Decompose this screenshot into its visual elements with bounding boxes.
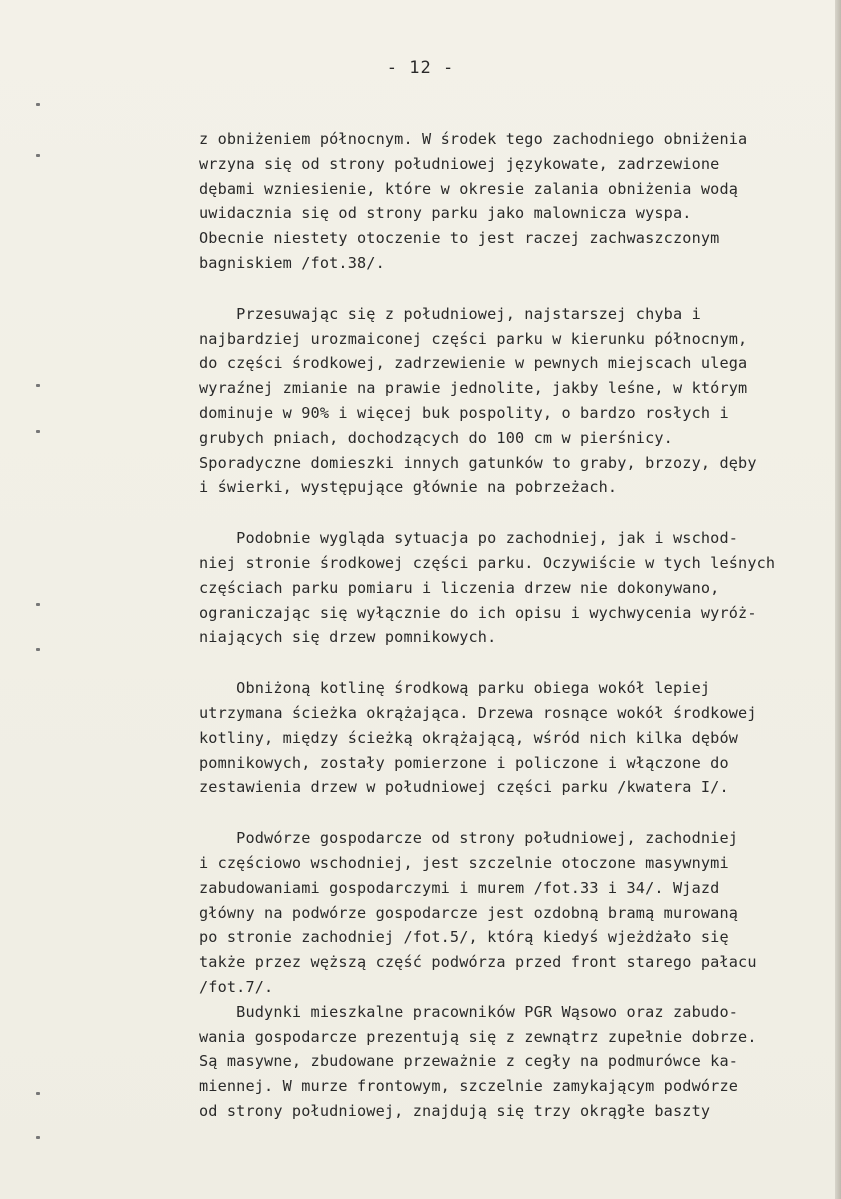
paragraph bbox=[199, 526, 829, 650]
punch-mark bbox=[36, 103, 40, 106]
text-line: z obniżeniem północnym. W środek tego zachodniego obniżenia bbox=[199, 130, 748, 148]
punch-mark bbox=[36, 1092, 40, 1095]
text-line: wyraźnej zmianie na prawie jednolite, jakby leśne, w którym bbox=[199, 379, 748, 398]
text-line: zestawienia drzew w południowej części parku /kwatera I/. bbox=[199, 778, 729, 797]
text-line: Obniżoną kotlinę środkową parku obiega wokół lepiej bbox=[199, 679, 711, 698]
text-line: Obecnie niestety otoczenie to jest raczej zachwaszczonym bbox=[199, 229, 720, 248]
paragraph-gap bbox=[199, 800, 829, 826]
text-line: pomnikowych, zostały pomierzone i policzone i włączone do bbox=[199, 753, 729, 772]
text-line: od strony południowej, znajdują się trzy okrągłe baszty bbox=[199, 1101, 711, 1120]
punch-mark bbox=[36, 1136, 40, 1139]
page-number: - 12 - bbox=[386, 58, 455, 78]
text-line: najbardziej urozmaiconej części parku w kierunku północnym, bbox=[199, 329, 748, 348]
text-line: Przesuwając się z południowej, najstarszej chyba i bbox=[199, 304, 701, 323]
text-line: ograniczając się wyłącznie do ich opisu i wychwycenia wyróż- bbox=[199, 603, 757, 622]
text-line: częściach parku pomiaru i liczenia drzew nie dokonywano, bbox=[199, 578, 720, 597]
text-line: niej stronie środkowej części parku. Oczywiście w tych leśnych bbox=[199, 553, 776, 572]
text-line: kotliny, między ścieżką okrążającą, wśród nich kilka dębów bbox=[199, 728, 739, 747]
text-line: /fot.7/. bbox=[199, 977, 274, 996]
paragraph bbox=[199, 127, 829, 276]
text-line: i świerki, występujące głównie na pobrzeżach. bbox=[199, 478, 618, 497]
text-line: Budynki mieszkalne pracowników PGR Wąsowo oraz zabudo- bbox=[199, 1002, 739, 1021]
text-line: wrzyna się od strony południowej językowate, zadrzewione bbox=[199, 154, 720, 173]
paragraph-gap bbox=[199, 500, 829, 526]
text-line: niających się drzew pomnikowych. bbox=[199, 628, 497, 647]
punch-mark bbox=[36, 154, 40, 157]
text-line: główny na podwórze gospodarcze jest ozdobną bramą murowaną bbox=[199, 903, 739, 922]
punch-mark bbox=[36, 430, 40, 433]
text-line: i częściowo wschodniej, jest szczelnie otoczone masywnymi bbox=[199, 853, 729, 872]
text-line: do części środkowej, zadrzewienie w pewnych miejscach ulega bbox=[199, 354, 748, 373]
text-line: dębami wzniesienie, które w okresie zalania obniżenia wodą bbox=[199, 179, 739, 198]
text-line: utrzymana ścieżka okrążająca. Drzewa rosnące wokół środkowej bbox=[199, 703, 757, 722]
page-edge bbox=[835, 0, 841, 1199]
text-line: po stronie zachodniej /fot.5/, którą kiedyś wjeżdżało się bbox=[199, 928, 729, 947]
text-line: także przez węższą część podwórza przed front starego pałacu bbox=[199, 953, 757, 972]
text-line: Podwórze gospodarcze od strony południowej, zachodniej bbox=[199, 829, 739, 848]
text-line: dominuje w 90% i więcej buk pospolity, o bardzo rosłych i bbox=[199, 403, 729, 422]
text-line: Sporadyczne domieszki innych gatunków to graby, brzozy, dęby bbox=[199, 453, 757, 472]
paragraph-gap bbox=[199, 276, 829, 302]
punch-mark bbox=[36, 603, 40, 606]
paragraph bbox=[199, 302, 829, 500]
punch-mark bbox=[36, 384, 40, 387]
text-line: miennej. W murze frontowym, szczelnie zamykającym podwórze bbox=[199, 1077, 739, 1096]
text-line: uwidacznia się od strony parku jako malownicza wyspa. bbox=[199, 204, 692, 223]
text-line: zabudowaniami gospodarczymi i murem /fot.33 i 34/. Wjazd bbox=[199, 878, 720, 897]
paragraph-gap bbox=[199, 650, 829, 676]
body-text bbox=[199, 127, 829, 1124]
text-line: Podobnie wygląda sytuacja po zachodniej, jak i wschod- bbox=[199, 529, 739, 548]
paragraph bbox=[199, 676, 829, 800]
text-line: bagniskiem /fot.38/. bbox=[199, 253, 385, 272]
text-line: grubych pniach, dochodzących do 100 cm w pierśnicy. bbox=[199, 428, 673, 447]
text-line: wania gospodarcze prezentują się z zewnątrz zupełnie dobrze. bbox=[199, 1027, 757, 1046]
paragraph bbox=[199, 826, 829, 1124]
punch-mark bbox=[36, 648, 40, 651]
text-line: Są masywne, zbudowane przeważnie z cegły na podmurówce ka- bbox=[199, 1052, 739, 1071]
